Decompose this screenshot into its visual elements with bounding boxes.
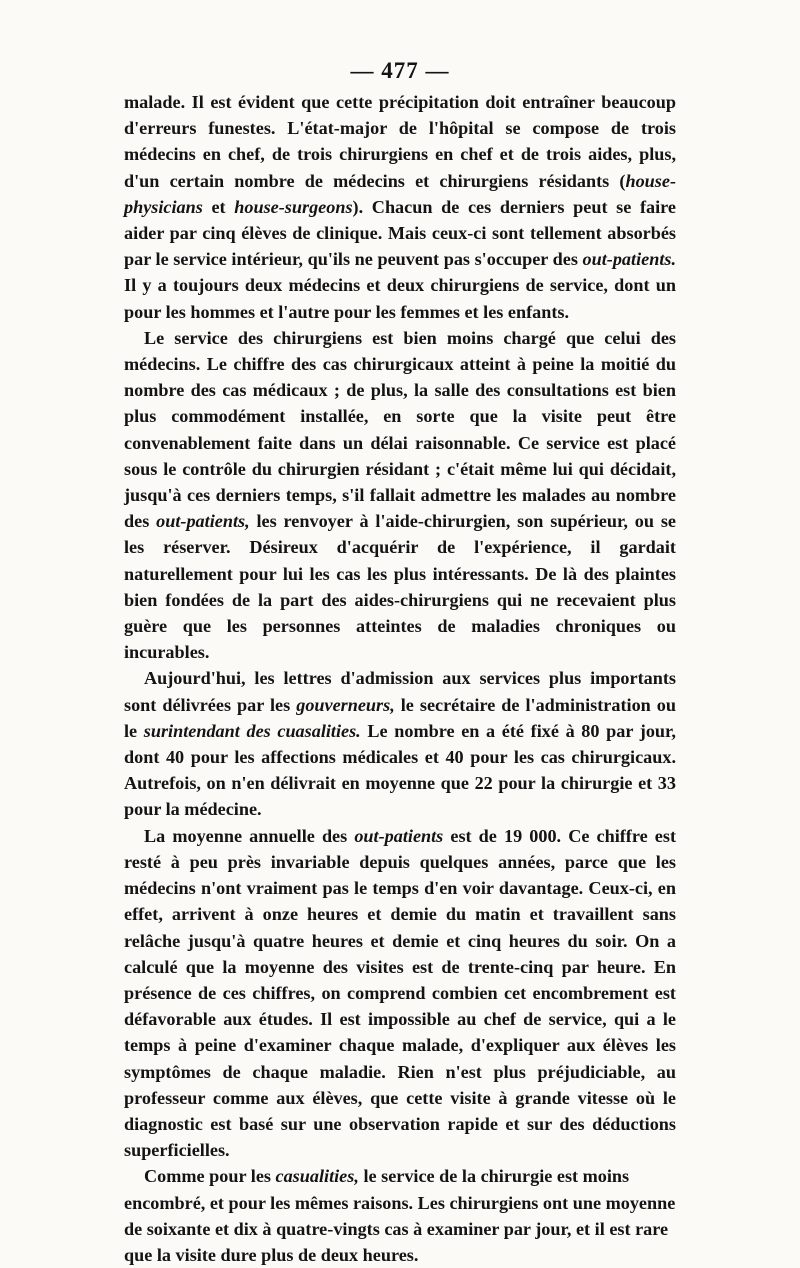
text-run: Il y a toujours deux médecins et deux chirurgiens de service, dont un pour les hommes et l'autre pour les femmes et les enfants. [124,275,676,322]
paragraph [124,1163,676,1268]
italic-term: house-surgeons [234,196,353,217]
text-run: les renvoyer à l'aide-chirurgien, son supérieur, ou se les réserver. Désireux d'acquérir de l'expérience, il gardait naturellement pour lui les cas les plus intéressants. De là des plaintes bien fondées de la part des aides-chirurgiens qui ne recevaient plus guère que les personnes atteintes de maladies chroniques ou incurables. [124,511,677,663]
paragraph [124,823,676,1164]
italic-term: out-patients, [156,511,250,532]
italic-term: out-patients [354,825,444,846]
page-number: — 477 — [350,58,450,83]
italic-term: house-physicians [124,170,676,217]
text-run: et [202,196,235,217]
text-run: est de 19 000. Ce chiffre est resté à peu près invariable depuis quelques années, parce que les médecins n'ont vraiment pas le temps d'en voir davantage. Ceux-ci, en effet, arrivent à onze heures et demie du matin et travaillent sans relâche jusqu'à quatre heures et demie et cinq heures du soir. On a calculé que la moyenne des visites est de trente-cinq par heure. En présence de ces chiffres, on comprend combien cet encombrement est défavorable aux études. Il est impossible au chef de service, qui a le temps à peine d'examiner chaque malade, d'expliquer aux élèves les symptômes de chaque maladie. Rien n'est plus préjudiciable, au professeur comme aux élèves, que cette visite à grande vitesse où le diagnostic est basé sur une observation rapide et sur des déductions superficielles. [124,825,676,1161]
text-run: Comme pour les [144,1166,276,1187]
paragraph [124,325,676,666]
paragraph [124,89,676,325]
text-run: ). Chacun de ces derniers peut se faire aider par cinq élèves de clinique. Mais ceux-ci sont tellement absorbés par le service intérieur, qu'ils ne peuvent pas s'occuper des [124,196,676,270]
text-run: malade. Il est évident que cette précipitation doit entraîner beaucoup d'erreurs funestes. L'état-major de l'hôpital se compose de trois médecins en chef, de trois chirurgiens en chef et de trois aides, plus, d'un certain nombre de médecins et chirurgiens résidants ( [124,92,676,191]
italic-term: casualities, [275,1166,359,1187]
italic-term: gouverneurs, [296,694,395,715]
text-run: Le service des chirurgiens est bien moins chargé que celui des médecins. Le chiffre des cas chirurgicaux atteint à peine la moitié du nombre des cas médicaux ; de plus, la salle des consultations est bien plus commodément installée, en sorte que la visite peut être convenablement faite dans un délai raisonnable. Ce service est placé sous le contrôle du chirurgien résidant ; c'était même lui qui décidait, jusqu'à ces derniers temps, s'il fallait admettre les malades au nombre des [124,327,676,532]
italic-term: surintendant des cuasalities. [143,720,361,741]
text-run: La moyenne annuelle des [144,825,355,846]
text-run: le service de la chirurgie est moins encombré, et pour les mêmes raisons. Les chirurgiens ont une moyenne de soixante et dix à quatre-vingts cas à examiner par jour, et il est rare que la visite dure plus de deux heures. [124,1166,676,1265]
paragraph [124,665,676,822]
italic-term: out-patients. [582,249,676,270]
text-run: le secrétaire de l'administration ou le [124,694,676,741]
text-run: Aujourd'hui, les lettres d'admission aux services plus importants sont délivrées par les [124,668,676,715]
body-text [124,89,676,1268]
text-run: Le nombre en a été fixé à 80 par jour, dont 40 pour les affections médicales et 40 pour les cas chirurgicaux. Autrefois, on n'en délivrait en moyenne que 22 pour la chirurgie et 33 pour la médecine. [124,720,676,820]
